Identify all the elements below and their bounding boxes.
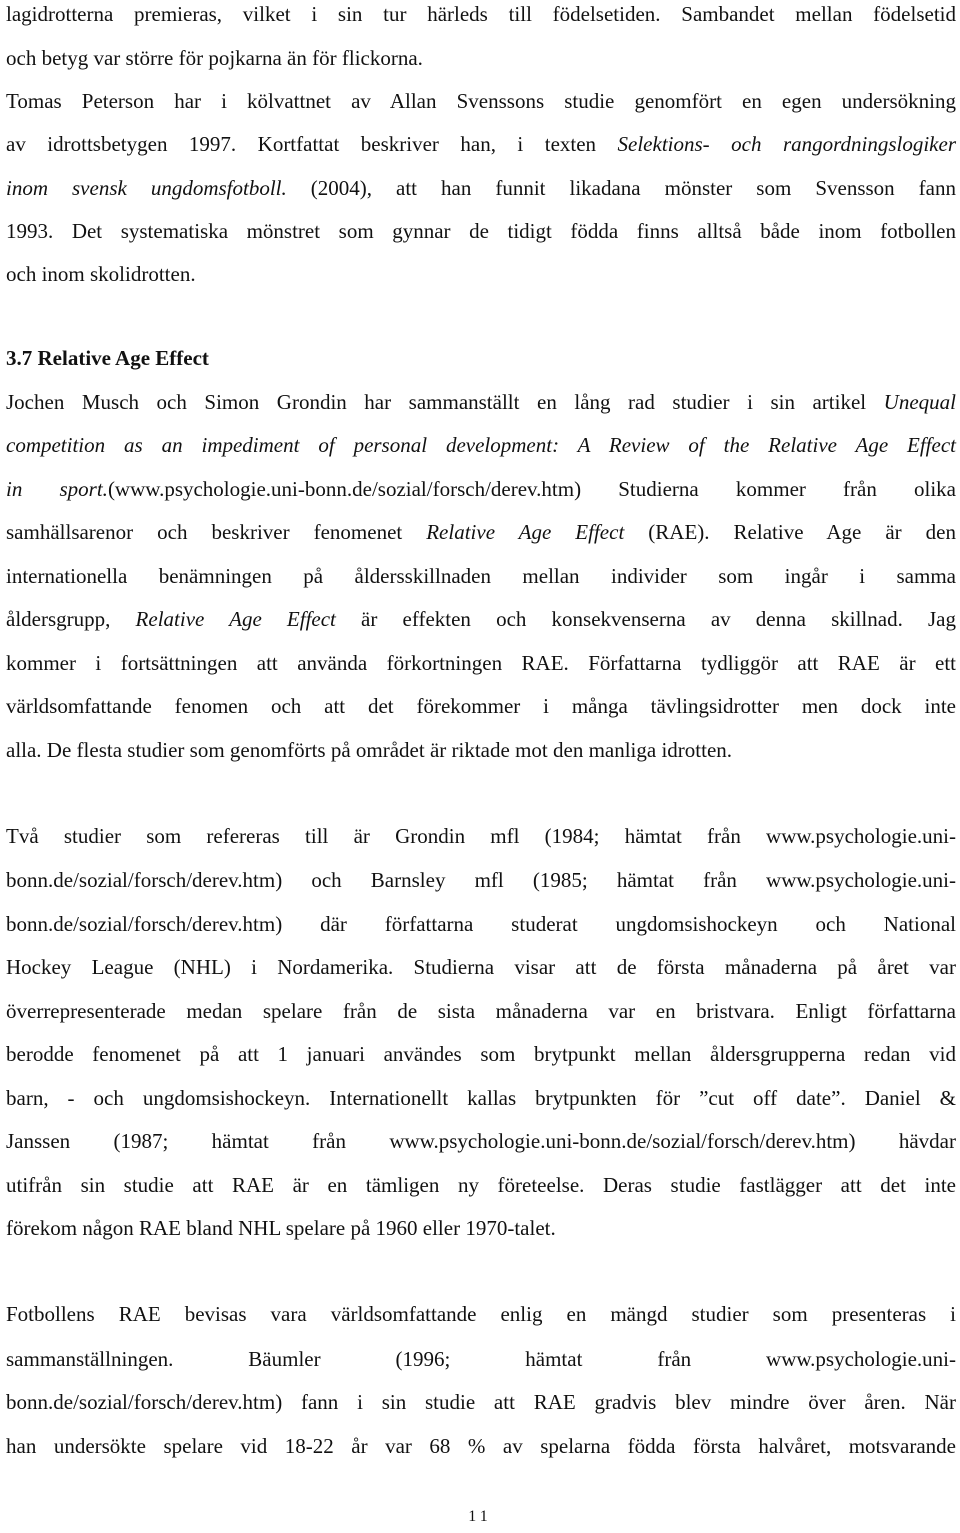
p1-line-6-text-a: åldersgrupp, — [6, 607, 136, 631]
page-number: 11 — [468, 1508, 492, 1525]
p1-line-3-italic: in sport. — [6, 477, 108, 501]
p1-line-4-italic: Relative Age Effect — [426, 520, 625, 544]
intro-line-7: och inom skolidrotten. — [6, 262, 196, 286]
intro-line-5-italic: inom svensk ungdomsfotboll. — [6, 176, 287, 200]
p2-line-7: barn, - och ungdomsishockeyn. Internationellt kallas brytpunkten för ”cut off date”. Daniel & — [6, 1086, 956, 1110]
p1-line-3 — [6, 475, 956, 503]
p1-line-6 — [6, 605, 956, 633]
intro-line-6: 1993. Det systematiska mönstret som gynnar de tidigt födda finns alltså både inom fotbollen — [6, 219, 956, 243]
intro-line-2: och betyg var större för pojkarna än för flickorna. — [6, 46, 423, 70]
p2-line-1: Två studier som refereras till är Grondin mfl (1984; hämtat från www.psychologie.uni- — [6, 824, 956, 848]
p1-line-2-italic: competition as an impediment of personal development: A Review of the Relative Age Effect — [6, 433, 956, 457]
p3-line-1: Fotbollens RAE bevisas vara världsomfattande enlig en mängd studier som presenteras i — [6, 1302, 956, 1326]
p1-line-5: internationella benämningen på åldersskillnaden mellan individer som ingår i samma — [6, 564, 956, 588]
intro-line-4 — [6, 130, 956, 158]
section-heading: 3.7 Relative Age Effect — [6, 346, 209, 370]
p3-line-2: sammanställningen. Bäumler (1996; hämtat från www.psychologie.uni- — [6, 1347, 956, 1371]
p2-line-3: bonn.de/sozial/forsch/derev.htm) där författarna studerat ungdomsishockeyn och National — [6, 912, 956, 936]
intro-line-5-text: (2004), att han funnit likadana mönster som Svensson fann — [286, 176, 956, 200]
p1-line-4-text-a: samhällsarenor och beskriver fenomenet — [6, 520, 427, 544]
p2-line-6: berodde fenomenet på att 1 januari användes som brytpunkt mellan åldersgrupperna redan vid — [6, 1042, 956, 1066]
intro-line-3: Tomas Peterson har i kölvattnet av Allan Svenssons studie genomfört en egen undersökning — [6, 89, 956, 113]
p1-line-7: kommer i fortsättningen att använda förkortningen RAE. Författarna tydliggör att RAE är ett — [6, 651, 956, 675]
p1-line-1-text: Jochen Musch och Simon Grondin har sammanställt en lång rad studier i sin artikel — [6, 390, 884, 414]
p2-line-10: förekom någon RAE bland NHL spelare på 1960 eller 1970-talet. — [6, 1216, 556, 1240]
p3-line-4: han undersökte spelare vid 18-22 år var 68 % av spelarna födda första halvåret, motsvarande — [6, 1434, 956, 1458]
p2-line-5: överrepresenterade medan spelare från de sista månaderna var en bristvara. Enligt författarna — [6, 999, 956, 1023]
p1-line-9: alla. De flesta studier som genomförts på området är riktade mot den manliga idrotten. — [6, 738, 733, 762]
p1-line-4 — [6, 518, 956, 546]
p2-line-2: bonn.de/sozial/forsch/derev.htm) och Barnsley mfl (1985; hämtat från www.psychologie.uni- — [6, 868, 956, 892]
intro-line-4-italic: Selektions- och rangordningslogiker — [617, 132, 956, 156]
p2-line-8: Janssen (1987; hämtat från www.psychologie.uni-bonn.de/sozial/forsch/derev.htm) hävdar — [6, 1129, 956, 1153]
intro-line-4-text: av idrottsbetygen 1997. Kortfattat beskriver han, i texten — [6, 132, 618, 156]
p1-line-1-italic: Unequal — [883, 390, 956, 414]
p1-line-2 — [6, 431, 956, 459]
intro-line-1: lagidrotterna premieras, vilket i sin tur härleds till födelsetiden. Sambandet mellan födelsetid — [6, 2, 956, 26]
p1-line-8: världsomfattande fenomen och att det förekommer i många tävlingsidrotter men dock inte — [6, 694, 956, 718]
intro-line-5 — [6, 174, 956, 202]
p2-line-4: Hockey League (NHL) i Nordamerika. Studierna visar att de första månaderna på året var — [6, 955, 956, 979]
p2-line-9: utifrån sin studie att RAE är en tämligen ny företeelse. Deras studie fastlägger att det inte — [6, 1173, 956, 1197]
p1-line-6-italic: Relative Age Effect — [135, 607, 336, 631]
p1-line-4-text-b: (RAE). Relative Age är den — [624, 520, 957, 544]
p1-line-6-text-b: är effekten och konsekvenserna av denna skillnad. Jag — [335, 607, 956, 631]
p1-line-1 — [6, 388, 956, 416]
p3-line-3: bonn.de/sozial/forsch/derev.htm) fann i sin studie att RAE gradvis blev mindre över åren. När — [6, 1390, 956, 1414]
p1-line-3-text: (www.psychologie.uni-bonn.de/sozial/forsch/derev.htm) Studierna kommer från olika — [107, 477, 957, 501]
